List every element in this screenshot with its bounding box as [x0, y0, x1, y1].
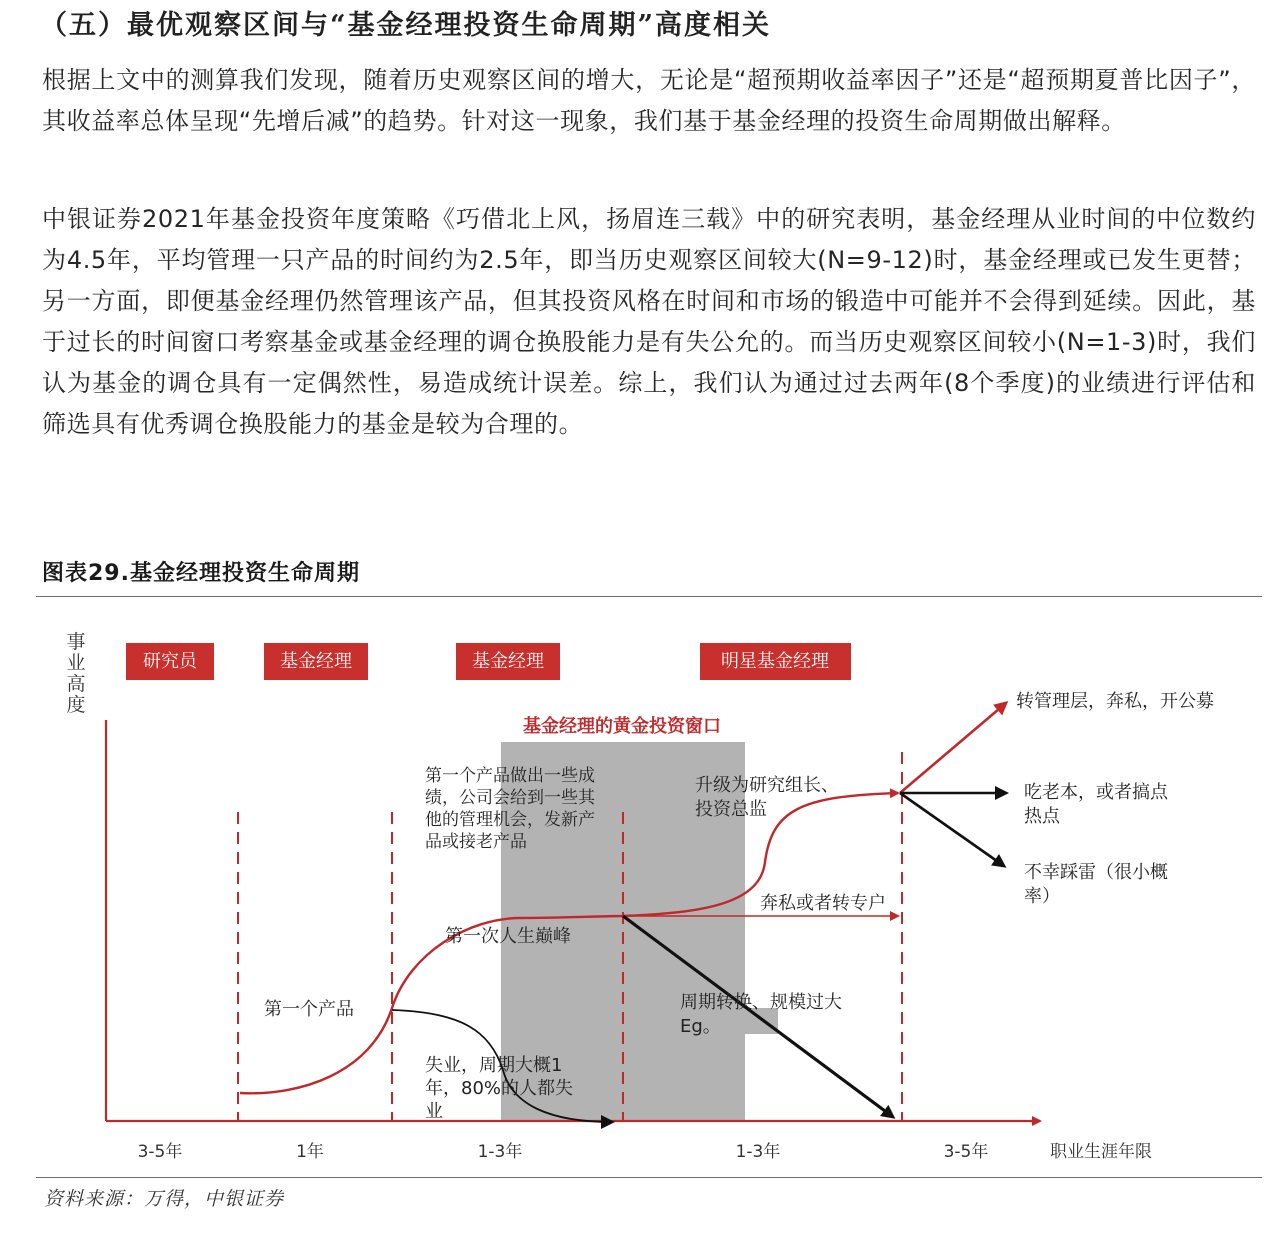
unemployed-text-line-2: 年，80%的人都失	[425, 1078, 574, 1099]
cycle-switch-text-line-2: Eg。	[680, 1016, 721, 1037]
management-label: 转管理层，奔私，开公募	[1016, 691, 1214, 712]
figure-title: 图表29.基金经理投资生命周期	[42, 561, 360, 586]
period-label-1: 3-5年	[137, 1142, 183, 1162]
first-peak-label: 第一次人生巅峰	[445, 926, 571, 947]
opportunity-text-line-1: 第一个产品做出一些成	[425, 766, 595, 786]
period-label-5: 3-5年	[943, 1142, 989, 1162]
figure-top-rule	[36, 596, 1262, 597]
y-axis-label-char-3: 高	[66, 673, 86, 695]
opportunity-text-line-4: 品或接老产品	[425, 832, 527, 852]
stage-label-researcher: 研究员	[143, 651, 197, 672]
period-label-3: 1-3年	[477, 1142, 523, 1162]
golden-window-label: 基金经理的黄金投资窗口	[523, 716, 721, 737]
management-arrow	[900, 703, 1006, 793]
stage-label-fund-manager-2: 基金经理	[472, 651, 544, 672]
figure-bottom-rule	[36, 1177, 1262, 1178]
opportunity-text-line-2: 绩，公司会给到一些其	[425, 788, 595, 808]
mishap-line-1: 不幸踩雷（很小概	[1024, 862, 1168, 883]
mishap-arrow	[900, 793, 1004, 866]
opportunity-text-line-3: 他的管理机会，发新产	[425, 810, 595, 830]
y-axis-label-char-2: 业	[66, 652, 86, 674]
mishap-line-2: 率）	[1024, 886, 1060, 907]
cycle-switch-text-line-1: 周期转换、规模过大	[680, 992, 842, 1013]
stage-label-fund-manager-1: 基金经理	[280, 651, 352, 672]
promotion-text-line-2: 投资总监	[695, 799, 767, 820]
section-heading: （五）最优观察区间与“基金经理投资生命周期”高度相关	[40, 10, 772, 41]
private-fund-label: 奔私或者转专户	[760, 893, 886, 914]
unemployed-text-line-1: 失业，周期大概1	[425, 1055, 563, 1076]
x-axis-label: 职业生涯年限	[1050, 1142, 1152, 1162]
rest-on-laurels-line-1: 吃老本，或者搞点	[1024, 782, 1168, 803]
promotion-text-line-1: 升级为研究组长、	[695, 775, 839, 796]
y-axis-label-char-1: 事	[66, 631, 86, 653]
period-label-2: 1年	[296, 1142, 324, 1162]
stage-label-star-manager: 明星基金经理	[721, 651, 829, 672]
figure-source: 资料来源：万得，中银证券	[44, 1188, 285, 1210]
first-product-label: 第一个产品	[264, 999, 354, 1020]
paragraph-1: 根据上文中的测算我们发现，随着历史观察区间的增大，无论是“超预期收益率因子”还是“超预期夏普比因子”，其收益率总体呈现“先增后减”的趋势。针对这一现象，我们基于基金经理的投资生命周期做出解释。	[42, 66, 1256, 135]
y-axis-label-char-4: 度	[66, 694, 86, 716]
paragraph-2: 中银证券2021年基金投资年度策略《巧借北上风，扬眉连三载》中的研究表明，基金经理从业时间的中位数约为4.5年，平均管理一只产品的时间约为2.5年，即当历史观察区间较大(N=9-12)时，基金经理或已发生更替；另一方面，即便基金经理仍然管理该产品，但其投资风格在时间和市场的锻造中可能并不会得到延续。因此，基于过长的时间窗口考察基金或基金经理的调仓换股能力是有失公允的。而当历史观察区间较小(N=1-3)时，我们认为基金的调仓具有一定偶然性，易造成统计误差。综上，我们认为通过过去两年(8个季度)的业绩进行评估和筛选具有优秀调仓换股能力的基金是较为合理的。	[42, 205, 1256, 438]
unemployed-text-line-3: 业	[425, 1101, 443, 1122]
career-lifecycle-diagram	[0, 600, 1280, 1175]
rest-on-laurels-line-2: 热点	[1024, 806, 1060, 827]
period-label-4: 1-3年	[735, 1142, 781, 1162]
